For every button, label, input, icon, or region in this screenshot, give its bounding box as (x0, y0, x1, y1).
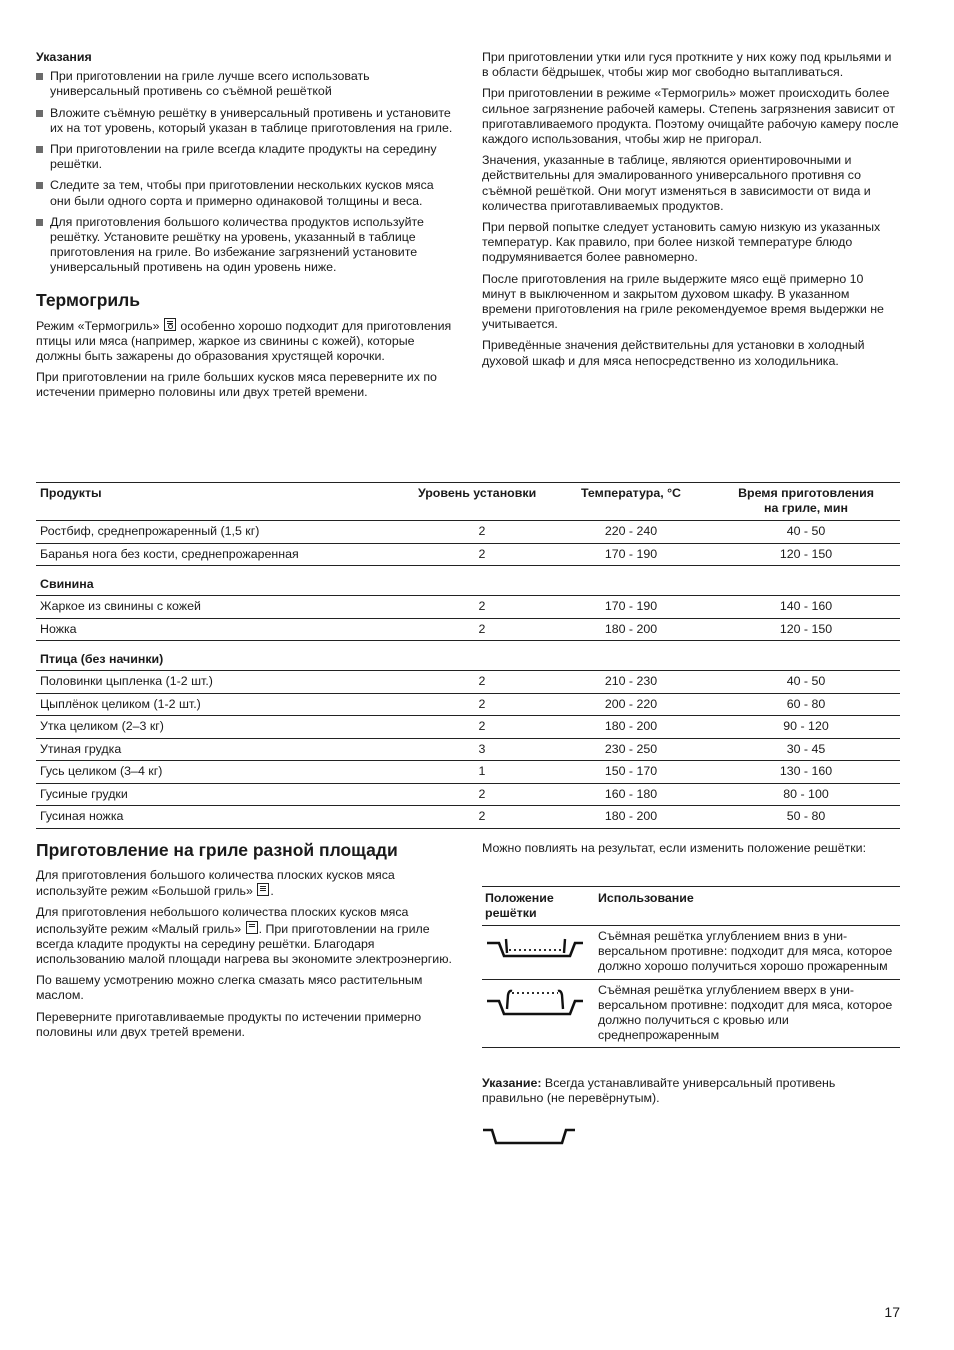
grill-area-heading: Приготовление на гриле разной площади (36, 840, 398, 860)
thermogrill-mode-icon (164, 318, 176, 331)
tray-note (482, 1076, 900, 1112)
note-item: Следите за тем, чтобы при приготовлении нескольких кусков мяса они были одного сорта и примерно одинаковой толщины и веса. (36, 178, 454, 208)
note-label: Указание: (482, 1076, 542, 1090)
universal-tray-icon (482, 1126, 576, 1148)
rack-up-usage: Съёмная решётка углублением вверх в уни-версальном противне: подходит для мяса, которое должно получиться с кровью или среднепрожаренным (595, 979, 900, 1048)
paragraph: При приготовлении в режиме «Термогриль» может происходить более сильное загрязнение рабочей камеры. Степень загрязнения зависит от приготавливаемого продукта. Поэтому очищайте рабочую камеру после каждого использования, чтобы жир не пригорал. (482, 86, 899, 147)
paragraph: Приведённые значения действительны для установки в холодный духовой шкаф и для мяса непосредственно из холодильника. (482, 338, 865, 368)
square-bullet-icon (36, 110, 43, 117)
table-row: Гусь целиком (3–4 кг) 1 150 - 170 130 - 160 (36, 761, 900, 784)
paragraph: Можно повлиять на результат, если изменить положение решётки: (482, 841, 867, 855)
paragraph: По вашему усмотрению можно слегка смазать мясо растительным маслом. (36, 973, 423, 1003)
left-bottom-column (36, 840, 454, 1046)
note-item: При приготовлении на гриле лучше всего использовать универсальный противень со съёмной решёткой (36, 69, 454, 99)
square-bullet-icon (36, 182, 43, 189)
rack-up-cell (482, 979, 595, 1048)
table-row (482, 979, 900, 1048)
table-row: Ростбиф, среднепрожаренный (1,5 кг) 2 220 - 240 40 - 50 (36, 521, 900, 544)
table-row: Утка целиком (2–3 кг) 2 180 - 200 90 - 120 (36, 716, 900, 739)
rack-down-usage: Съёмная решётка углублением вниз в уни-версальном противне: подходит для мяса, которое должно хорошо получиться хорошо прожаренным (595, 926, 900, 980)
note-item: При приготовлении на гриле всегда кладите продукты на середину решётки. (36, 142, 454, 172)
table-row: Баранья нога без кости, среднепрожаренная 2 170 - 190 120 - 150 (36, 543, 900, 566)
rack-down-cell (482, 926, 595, 980)
right-top-column (482, 50, 900, 375)
table-header-row (482, 887, 900, 926)
rack-position-table (482, 886, 900, 1048)
note-item: Для приготовления большого количества продуктов используйте решётку. Установите решётку на уровень, указанный в таблице приготовления на гриле. Во избежание загрязнений установите универсальный противень на один уровень ниже. (36, 215, 454, 276)
table-section-row: Свинина (36, 566, 900, 596)
paragraph: Для приготовления большого количества плоских кусков мяса используйте режим «Большой гриль» . (36, 868, 395, 899)
paragraph: После приготовления на гриле выдержите мясо ещё примерно 10 минут в выключенном и закрытом духовом шкафу. В указанном времени приготовления на гриле рекомендуемое время выдержки не учитывается. (482, 271, 884, 332)
table-row (482, 926, 900, 980)
table-row: Гусиная ножка 2 180 - 200 50 - 80 (36, 806, 900, 829)
notes-list (36, 69, 454, 275)
paragraph: Для приготовления небольшого количества плоских кусков мяса используйте режим «Малый гриль» . При приготовлении на гриле всегда кладите продукты на середину решётки. Благодаря использованию малой площади нагрева вы экономите электроэнергию. (36, 905, 452, 967)
square-bullet-icon (36, 73, 43, 80)
table-row: Утиная грудка 3 230 - 250 30 - 45 (36, 738, 900, 761)
rack-recess-up-icon (485, 983, 585, 1023)
table-row: Жаркое из свинины с кожей 2 170 - 190 140 - 160 (36, 596, 900, 619)
thermogrill-paragraph: Режим «Термогриль» особенно хорошо подходит для приготовления птицы или мяса (например, жаркое из свинины с кожей), которые должны быть зажарены до образования хрустящей корочки. (36, 318, 452, 364)
square-bullet-icon (36, 219, 43, 226)
small-grill-icon (246, 921, 258, 934)
table-header-row (36, 483, 900, 521)
grill-table (36, 482, 900, 829)
paragraph: Значения, указанные в таблице, являются ориентировочными и действительны для эмалированного универсального противня со съёмной решёткой. Они могут изменяться в зависимости от вида и количества приготавливаемых продуктов. (482, 153, 871, 213)
header-usage: Использование (595, 887, 900, 926)
table-row: Половинки цыпленка (1-2 шт.) 2 210 - 230 40 - 50 (36, 671, 900, 694)
square-bullet-icon (36, 146, 43, 153)
paragraph: При приготовлении утки или гуся проткните у них кожу под крыльями и в области бёдрышек, чтобы жир мог свободно вытапливаться. (482, 50, 892, 80)
table-row: Гусиные грудки 2 160 - 180 80 - 100 (36, 783, 900, 806)
table-row: Ножка 2 180 - 200 120 - 150 (36, 618, 900, 641)
table-row: Цыплёнок целиком (1-2 шт.) 2 200 - 220 60 - 80 (36, 693, 900, 716)
header-product: Продукты (36, 483, 414, 521)
header-position: Положение решётки (482, 887, 595, 926)
thermogrill-paragraph-2: При приготовлении на гриле больших кусков мяса переверните их по истечении примерно половины или двух третей времени. (36, 370, 437, 400)
page-number: 17 (884, 1304, 900, 1320)
header-time: Время приготовления на гриле, мин (712, 483, 900, 521)
rack-recess-down-icon (485, 929, 585, 969)
table-section-row: Птица (без начинки) (36, 641, 900, 671)
left-top-column (36, 50, 454, 407)
header-level: Уровень установки (414, 483, 550, 521)
thermogrill-heading: Термогриль (36, 289, 141, 310)
note-text: Всегда устанавливайте универсальный противень правильно (не перевёрнутым). (482, 1076, 836, 1106)
notes-title: Указания (36, 50, 92, 64)
note-item: Вложите съёмную решётку в универсальный противень и установите их на тот уровень, который указан в таблице приготовления на гриле. (36, 106, 454, 136)
right-bottom-intro (482, 841, 900, 862)
header-temp: Температура, °C (550, 483, 712, 521)
large-grill-icon (257, 883, 269, 896)
paragraph: При первой попытке следует установить самую низкую из указанных температур. Как правило, при более низкой температуре блюдо подрумянивается более равномерно. (482, 220, 881, 265)
paragraph: Переверните приготавливаемые продукты по истечении примерно половины или двух третей времени. (36, 1009, 422, 1039)
